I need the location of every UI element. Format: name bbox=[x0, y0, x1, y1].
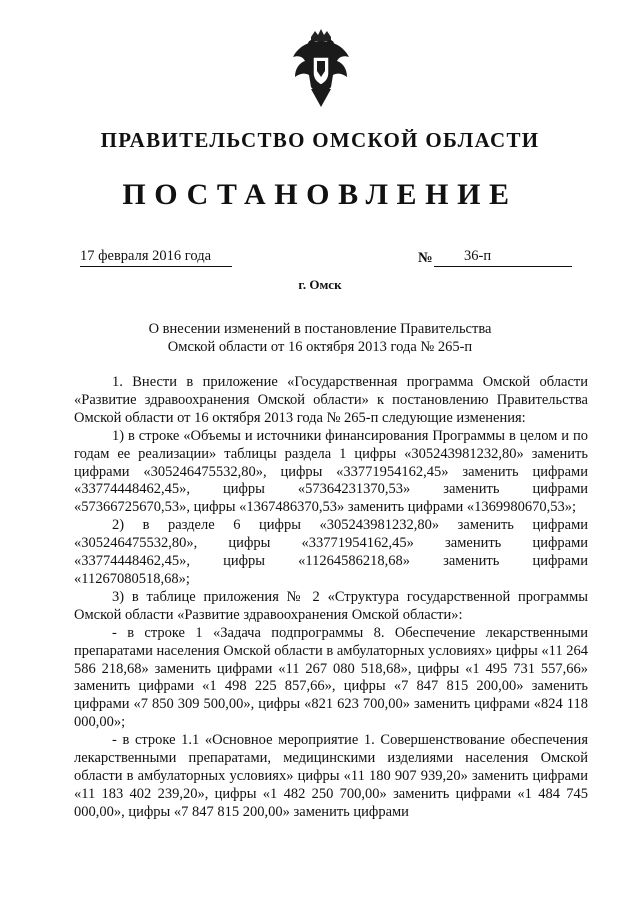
decree-date: 17 февраля 2016 года bbox=[80, 248, 232, 267]
paragraph: 1) в строке «Объемы и источники финансирования Программы в целом и по годам ее реализации» таблицы раздела 1 цифры «305243981232,80» заменить цифрами «305246475532,80», цифры «33771954162,45» заменить цифрами «33774448462,45», цифры «57364231370,53» заменить цифрами «57366725670,53», цифры «1367486370,53» заменить цифрами «1369980670,53»; bbox=[74, 427, 588, 516]
document-type: ПОСТАНОВЛЕНИЕ bbox=[122, 178, 518, 211]
paragraph: 3) в таблице приложения № 2 «Структура государственной программы Омской области «Развитие здравоохранения Омской области»: bbox=[74, 588, 588, 623]
decree-body bbox=[74, 374, 588, 822]
decree-subject bbox=[100, 320, 540, 356]
paragraph: 1. Внести в приложение «Государственная программа Омской области «Развитие здравоохранения Омской области» к постановлению Правительства Омской области от 16 октября 2013 года № 265-п следующие изменения: bbox=[74, 374, 588, 426]
government-name: ПРАВИТЕЛЬСТВО ОМСКОЙ ОБЛАСТИ bbox=[100, 128, 540, 152]
subject-line: Омской области от 16 октября 2013 года № 265-п bbox=[167, 339, 473, 355]
paragraph: - в строке 1.1 «Основное мероприятие 1. Совершенствование обеспечения лекарственными препаратами, медицинскими изделиями населения Омской области в амбулаторных условиях» цифры «11 180 907 939,20» заменить цифрами «11 183 402 239,20», цифры «1 482 250 700,00» заменить цифрами «1 484 745 000,00», цифры «7 847 815 200,00» заменить цифрами bbox=[74, 732, 588, 820]
paragraph: - в строке 1 «Задача подпрограммы 8. Обеспечение лекарственными препаратами населения Омской области в амбулаторных условиях» цифры «11 264 586 218,68» заменить цифрами «11 267 080 518,68», цифры «1 495 731 557,66» заменить цифрами «1 498 225 857,66», цифры «7 847 815 200,00» заменить цифрами «7 850 309 500,00», цифры «821 623 700,00» заменить цифрами «824 118 000,00»; bbox=[74, 624, 588, 731]
coat-of-arms-emblem bbox=[289, 27, 353, 109]
paragraph: 2) в разделе 6 цифры «305243981232,80» заменить цифрами «305246475532,80», цифры «33771954162,45» заменить цифрами «33774448462,45», цифры «11264586218,68» заменить цифрами «11267080518,68»; bbox=[74, 517, 588, 587]
subject-line: О внесении изменений в постановление Правительства bbox=[148, 321, 492, 337]
decree-number: 36-п bbox=[434, 248, 572, 267]
number-label: № bbox=[418, 250, 433, 266]
city: г. Омск bbox=[298, 277, 342, 292]
